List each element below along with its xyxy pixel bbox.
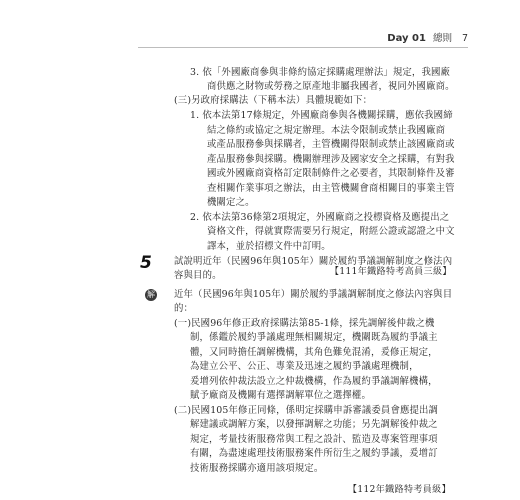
text-line: (三)另政府採購法（下稱本法）具體規範如下： — [174, 95, 373, 106]
answer-text: 有關，為盡速處理技術服務案件所衍生之履約爭議，爰增訂 — [190, 448, 438, 459]
question-number: 5 — [140, 253, 152, 273]
header-divider — [138, 47, 468, 48]
answer-text: 體，又同時擔任調解機構，其角色難免混淆，爰修正規定， — [190, 347, 438, 358]
chapter-label: 總則 — [432, 33, 452, 44]
text-line: 1. 依本法第17條規定，外國廠商參與各機關採購，應依我國締 — [190, 110, 453, 121]
text-line: 機關定之。 — [207, 197, 255, 208]
text-line: 查相關作業事項之辦法，由主管機關會商相關目的事業主管 — [207, 183, 455, 194]
day-label: Day 01 — [387, 33, 426, 44]
answer-text: 爰增列依仲裁法設立之仲裁機構，作為履約爭議調解機構， — [190, 376, 438, 387]
page-header — [387, 30, 468, 44]
text-line: 產品服務參與採購。機關辦理涉及國家安全之採購，有對我 — [207, 154, 455, 165]
text-line: 3. 依「外國廠商參與非條約協定採購處理辦法」規定，我國廠 — [190, 67, 451, 78]
answer-text: 解建議或調解方案，以發揮調解之功能；另先調解後仲裁之 — [190, 419, 438, 430]
answer-badge: 解 — [147, 290, 155, 299]
question-text: 試說明近年（民國96年與105年）關於履約爭議調解制度之修法內 — [174, 256, 453, 267]
answer-text: (一)民國96年修正政府採購法第85-1條，採先調解後仲裁之機 — [174, 318, 435, 329]
text-line: 或產品服務參與採購者，主管機關得限制或禁止該國廠商或 — [207, 139, 455, 150]
exam-source-tag: 【112年鐵路特考員級】 — [348, 485, 451, 495]
answer-text: 近年（民國96年與105年）關於履約爭議調解制度之修法內容與目 — [174, 289, 453, 300]
text-line: 結之條約或協定之規定辦理。本法令限制或禁止我國廠商 — [207, 125, 446, 136]
text-line: 譯本，並於招標文件中訂明。 — [207, 241, 331, 252]
page-number: 7 — [461, 33, 468, 44]
answer-text: (二)民國105年修正同條，係明定採購申訴審議委員會應提出調 — [174, 405, 439, 416]
answer-text: 技術服務採購亦適用該項規定。 — [190, 463, 324, 474]
answer-text: 為建立公平、公正、專業及迅速之履約爭議處理機制， — [190, 361, 419, 372]
text-line: 2. 依本法第36條第2項規定，外國廠商之投標資格及應提出之 — [190, 212, 450, 223]
answer-text: 的： — [174, 303, 194, 314]
text-line: 資格文件，得就實際需要另行規定，附經公證或認證之中文 — [207, 226, 455, 237]
exam-source-tag: 【111年鐵路特考高員三級】 — [330, 267, 452, 277]
text-line: 國或外國廠商資格訂定限制條件之必要者，其限制條件及審 — [207, 168, 455, 179]
answer-text: 制，係鑑於履約爭議處理無相關規定，機關既為履約爭議主 — [190, 332, 438, 343]
answer-text: 賦予廠商及機關有選擇調解單位之選擇權。 — [190, 390, 371, 401]
question-text: 容與目的。 — [174, 270, 222, 281]
answer-text: 規定，考量技術服務常與工程之設計、監造及專案管理事項 — [190, 434, 438, 445]
text-line: 商供應之財物或勞務之原產地非屬我國者，視同外國廠商。 — [207, 81, 455, 92]
